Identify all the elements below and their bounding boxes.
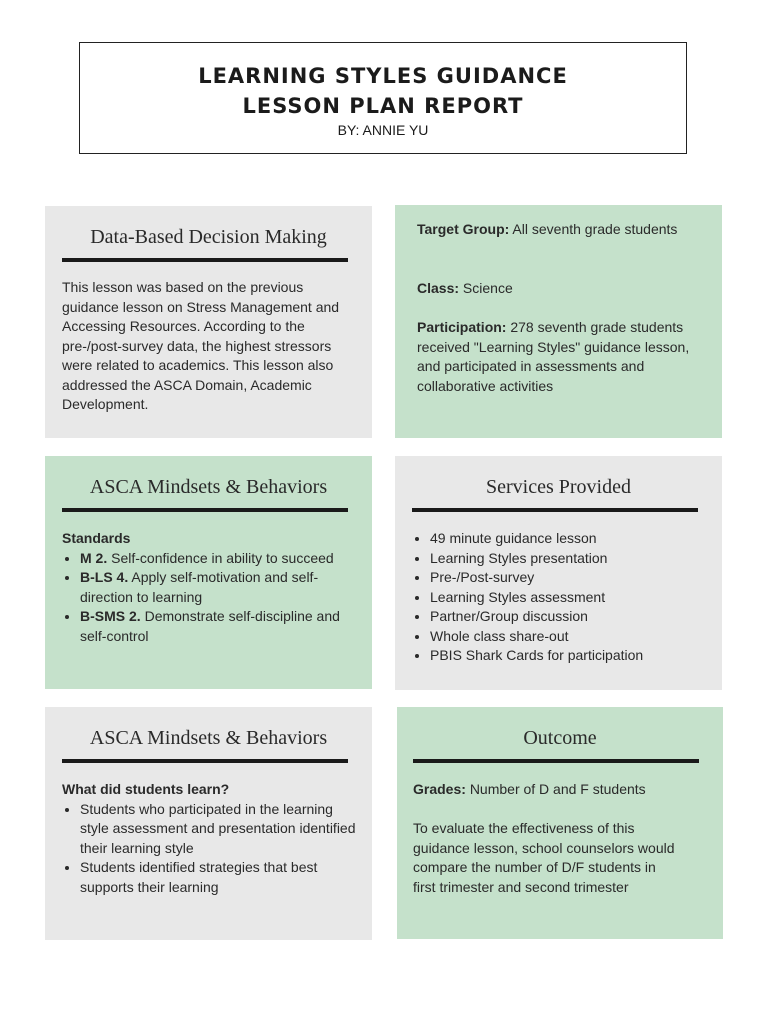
list-item xyxy=(80,607,357,646)
standard-text: Apply self-motivation and self- direction to learning xyxy=(80,569,319,605)
grades-block xyxy=(413,780,708,800)
participation-value: 278 seventh grade students received "Learning Styles" guidance lesson, and participated in assessments and collaborative activities xyxy=(417,319,690,394)
target-group-block xyxy=(417,220,707,240)
learned-block xyxy=(62,780,357,897)
asca-standards-card xyxy=(45,456,372,689)
target-group-value: All seventh grade students xyxy=(512,221,678,237)
heading-rule xyxy=(62,759,348,763)
asca-standards-heading: ASCA Mindsets & Behaviors xyxy=(89,476,328,498)
report-title-line2: LESSON PLAN REPORT xyxy=(242,94,524,118)
outcome-card xyxy=(397,707,723,939)
services-list xyxy=(412,529,725,666)
heading-rule xyxy=(412,508,698,512)
standards-list xyxy=(62,549,357,647)
class-value: Science xyxy=(462,280,513,296)
list-item: • PBIS Shark Cards for participation xyxy=(430,646,725,666)
standard-code: B-SMS 2. xyxy=(80,608,141,624)
target-group-card xyxy=(395,205,722,438)
data-based-text: This lesson was based on the previous guidance lesson on Stress Management and Accessing Resources. According to the pre-/post-survey data, the highest stressors were related to academics. This lesson also addressed the ASCA Domain, Academic Development. xyxy=(62,279,340,412)
list-item xyxy=(80,549,357,569)
list-item: • Whole class share-out xyxy=(430,627,725,647)
grades-value: Number of D and F students xyxy=(469,781,646,797)
outcome-heading: Outcome xyxy=(523,727,597,749)
standard-text: Demonstrate self-discipline and self-control xyxy=(80,608,340,644)
class-block xyxy=(417,279,707,299)
services-card xyxy=(395,456,722,690)
list-item: • Partner/Group discussion xyxy=(430,607,725,627)
list-item: • Students who participated in the learning style assessment and presentation identified their learning style xyxy=(80,800,357,859)
list-item xyxy=(80,568,357,607)
participation-block xyxy=(417,318,709,396)
standard-code: M 2. xyxy=(80,549,108,566)
standard-text: Self-confidence in ability to succeed xyxy=(111,549,334,566)
class-label: Class: xyxy=(417,280,460,296)
standard-code: B-LS 4. xyxy=(80,569,129,585)
report-header xyxy=(79,42,687,154)
data-based-card xyxy=(45,206,372,438)
asca-learned-heading: ASCA Mindsets & Behaviors xyxy=(89,727,328,749)
outcome-text: To evaluate the effectiveness of this guidance lesson, school counselors would compare the number of D/F students in first trimester and second trimester xyxy=(413,820,675,895)
list-item: • Students identified strategies that best supports their learning xyxy=(80,858,357,897)
learned-list xyxy=(62,800,357,898)
data-based-heading: Data-Based Decision Making xyxy=(90,226,327,248)
heading-rule xyxy=(62,508,348,512)
list-item: • Learning Styles assessment xyxy=(430,588,725,608)
author-byline: BY: ANNIE YU xyxy=(337,122,429,138)
asca-learned-card xyxy=(45,707,372,940)
report-title-line1: LEARNING STYLES GUIDANCE xyxy=(198,64,568,88)
learned-subheading: What did students learn? xyxy=(62,781,230,797)
heading-rule xyxy=(413,759,699,763)
standards-subheading: Standards xyxy=(62,530,131,546)
grades-label: Grades: xyxy=(413,781,466,797)
list-item: • Learning Styles presentation xyxy=(430,549,725,569)
services-heading: Services Provided xyxy=(486,476,631,498)
target-group-label: Target Group: xyxy=(417,221,510,237)
standards-block xyxy=(62,529,357,646)
participation-label: Participation: xyxy=(417,319,507,335)
list-item: • 49 minute guidance lesson xyxy=(430,529,725,549)
heading-rule xyxy=(62,258,348,262)
list-item: • Pre-/Post-survey xyxy=(430,568,725,588)
